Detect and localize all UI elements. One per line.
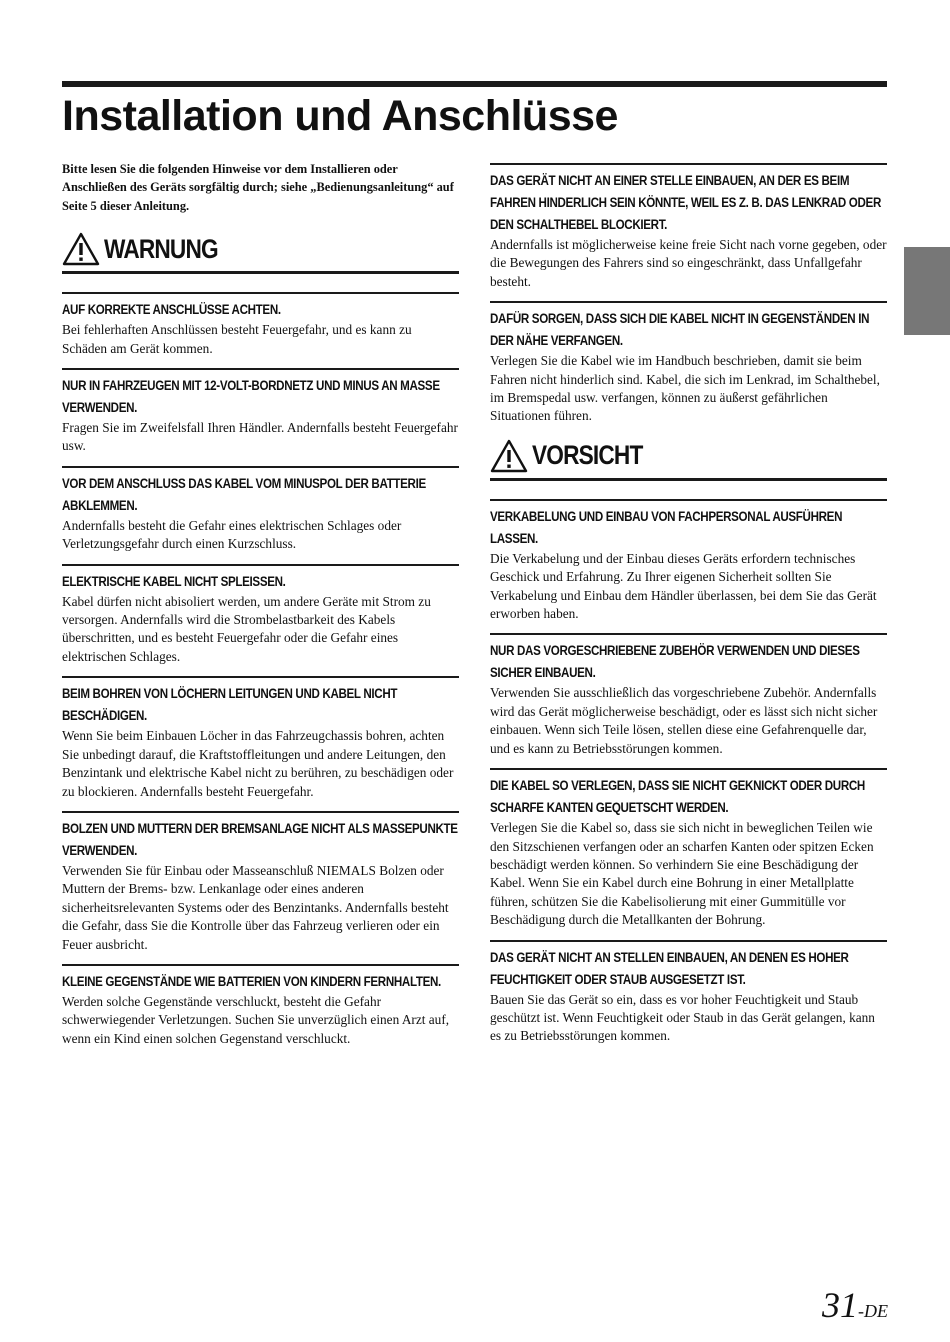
item-body: Bauen Sie das Gerät so ein, dass es vor hoher Feuchtigkeit und Staub geschützt ist. Wenn Feuchtigkeit oder Staub in das Gerät gelangen, kann es zu Betriebsstörungen kommen. bbox=[490, 991, 875, 1044]
caution-header bbox=[490, 436, 887, 476]
item-heading: AUF KORREKTE ANSCHLÜSSE ACHTEN. bbox=[62, 302, 281, 318]
caution-item bbox=[490, 768, 887, 929]
page-number-suffix: -DE bbox=[858, 1301, 888, 1321]
item-heading: BOLZEN UND MUTTERN DER BREMSANLAGE NICHT ALS MASSEPUNKTE VERWENDEN. bbox=[62, 820, 458, 858]
warning-label: WARNUNG bbox=[104, 233, 218, 264]
item-heading: NUR IN FAHRZEUGEN MIT 12-VOLT-BORDNETZ UND MINUS AN MASSE VERWENDEN. bbox=[62, 378, 440, 416]
top-rule bbox=[62, 81, 887, 87]
caution-item bbox=[490, 499, 887, 624]
warning-rule bbox=[62, 271, 459, 274]
caution-label: VORSICHT bbox=[532, 440, 643, 471]
warning-item bbox=[62, 811, 459, 954]
warning-triangle-icon bbox=[490, 439, 528, 473]
item-heading: ELEKTRISCHE KABEL NICHT SPLEISSEN. bbox=[62, 573, 286, 589]
item-body: Andernfalls ist möglicherweise keine freie Sicht nach vorne gegeben, oder die Bewegungen des Fahrers sind so eingeschränkt, dass Unfallgefahr besteht. bbox=[490, 237, 887, 289]
page-number-value: 31 bbox=[822, 1285, 858, 1325]
warning-header bbox=[62, 229, 459, 269]
item-heading: DAFÜR SORGEN, DASS SICH DIE KABEL NICHT IN GEGENSTÄNDEN IN DER NÄHE VERFANGEN. bbox=[490, 311, 870, 349]
item-body: Fragen Sie im Zweifelsfall Ihren Händler. Andernfalls besteht Feuergefahr usw. bbox=[62, 420, 458, 454]
item-body: Verwenden Sie ausschließlich das vorgeschriebene Zubehör. Andernfalls wird das Gerät möglicherweise beschädigt, oder es lässt sich nicht sicher einbauen. Wenn sich Teile lösen, stellen diese eine Gefahrenquelle dar, und es kann zu Betriebsstörungen kommen. bbox=[490, 685, 878, 756]
warning-item bbox=[490, 301, 887, 426]
item-body: Verlegen Sie die Kabel wie im Handbuch beschrieben, damit sie beim Fahren nicht hinderlich sind. Kabel, die sich im Lenkrad, im Schalthebel, im Bremspedal usw. verfangen, können zu äußerst gefährlichen Situationen führen. bbox=[490, 353, 880, 424]
item-body: Bei fehlerhaften Anschlüssen besteht Feuergefahr, und es kann zu Schäden am Gerät kommen. bbox=[62, 322, 412, 356]
warning-item bbox=[62, 368, 459, 456]
item-heading: DAS GERÄT NICHT AN STELLEN EINBAUEN, AN DENEN ES HOHER FEUCHTIGKEIT ODER STAUB AUSGESETZT IST. bbox=[490, 949, 849, 987]
item-heading: DAS GERÄT NICHT AN EINER STELLE EINBAUEN, AN DER ES BEIM FAHREN HINDERLICH SEIN KÖNNTE, WEIL ES Z. B. DAS LENKRAD ODER DEN SCHALTHEBEL BLOCKIERT. bbox=[490, 173, 881, 232]
warning-item bbox=[62, 466, 459, 554]
side-tab-marker bbox=[904, 247, 950, 335]
item-body: Wenn Sie beim Einbauen Löcher in das Fahrzeugchassis bohren, achten Sie unbedingt darauf, die Kraftstoffleitungen und andere Leitungen, den Benzintank und elektrische Kabel nicht zu berühren, zu beschädigen oder zu blockieren. Andernfalls besteht Feuergefahr. bbox=[62, 728, 454, 799]
warning-item bbox=[62, 964, 459, 1048]
warning-item bbox=[490, 163, 887, 291]
caution-rule bbox=[490, 478, 887, 481]
left-column bbox=[62, 160, 459, 1058]
warning-item bbox=[62, 292, 459, 358]
item-heading: KLEINE GEGENSTÄNDE WIE BATTERIEN VON KINDERN FERNHALTEN. bbox=[62, 973, 441, 989]
item-body: Andernfalls besteht die Gefahr eines elektrischen Schlages oder Verletzungsgefahr durch einen Kurzschluss. bbox=[62, 517, 402, 552]
item-body: Werden solche Gegenstände verschluckt, besteht die Gefahr schwerwiegender Verletzungen. Suchen Sie unverzüglich einen Arzt auf, wenn ein Kind einen solchen Gegenstand verschluckt. bbox=[62, 993, 450, 1046]
item-heading: NUR DAS VORGESCHRIEBENE ZUBEHÖR VERWENDEN UND DIESES SICHER EINBAUEN. bbox=[490, 643, 860, 681]
item-body: Kabel dürfen nicht abisoliert werden, um andere Geräte mit Strom zu versorgen. Andernfalls wird die Strombelastbarkeit des Kabels überschritten, und es besteht Feuergefahr oder die Gefahr eines elektrischen Schlages. bbox=[62, 593, 431, 664]
item-heading: VERKABELUNG UND EINBAU VON FACHPERSONAL AUSFÜHREN LASSEN. bbox=[490, 508, 843, 546]
right-column bbox=[490, 163, 887, 1056]
warning-item bbox=[62, 564, 459, 667]
page-title: Installation und Anschlüsse bbox=[62, 92, 618, 140]
item-heading: BEIM BOHREN VON LÖCHERN LEITUNGEN UND KABEL NICHT BESCHÄDIGEN. bbox=[62, 686, 398, 724]
item-heading: VOR DEM ANSCHLUSS DAS KABEL VOM MINUSPOL DER BATTERIE ABKLEMMEN. bbox=[62, 475, 426, 513]
caution-item bbox=[490, 940, 887, 1046]
caution-item bbox=[490, 633, 887, 758]
warning-item bbox=[62, 676, 459, 801]
intro-text: Bitte lesen Sie die folgenden Hinweise vor dem Installieren oder Anschließen des Geräts sorgfältig durch; siehe „Bedienungsanleitung“ auf Seite 5 dieser Anleitung. bbox=[62, 162, 454, 213]
item-body: Verwenden Sie für Einbau oder Masseanschluß NIEMALS Bolzen oder Muttern der Brems- bzw. Lenkanlage oder eines anderen sicherheitsrelevanten Systems oder des Benzintanks. Andernfalls besteht die Gefahr, dass Sie die Kontrolle über das Fahrzeug verlieren oder ein Feuer ausbricht. bbox=[62, 862, 449, 952]
item-body: Die Verkabelung und der Einbau dieses Geräts erfordern technisches Geschick und Erfahrung. Zu Ihrer eigenen Sicherheit sollten Sie Verkabelung und Einbau dem Händler überlassen, bei dem Sie das Gerät erworben haben. bbox=[490, 550, 877, 622]
page-number bbox=[822, 1284, 888, 1326]
item-heading: DIE KABEL SO VERLEGEN, DASS SIE NICHT GEKNICKT ODER DURCH SCHARFE KANTEN GEQUETSCHT WERDEN. bbox=[490, 778, 865, 816]
item-body: Verlegen Sie die Kabel so, dass sie sich nicht in beweglichen Teilen wie den Sitzschienen verfangen oder an scharfen Kanten oder spitzen Ecken beschädigt werden können. So verhindern Sie eine Beschädigung der Kabel. Wenn Sie ein Kabel durch eine Bohrung in einer Metallplatte führen, schützen Sie die Kabelisolierung mit einer Gummitülle vor Beschädigung durch die Metallkanten der Bohrung. bbox=[490, 820, 874, 928]
warning-triangle-icon bbox=[62, 232, 100, 266]
